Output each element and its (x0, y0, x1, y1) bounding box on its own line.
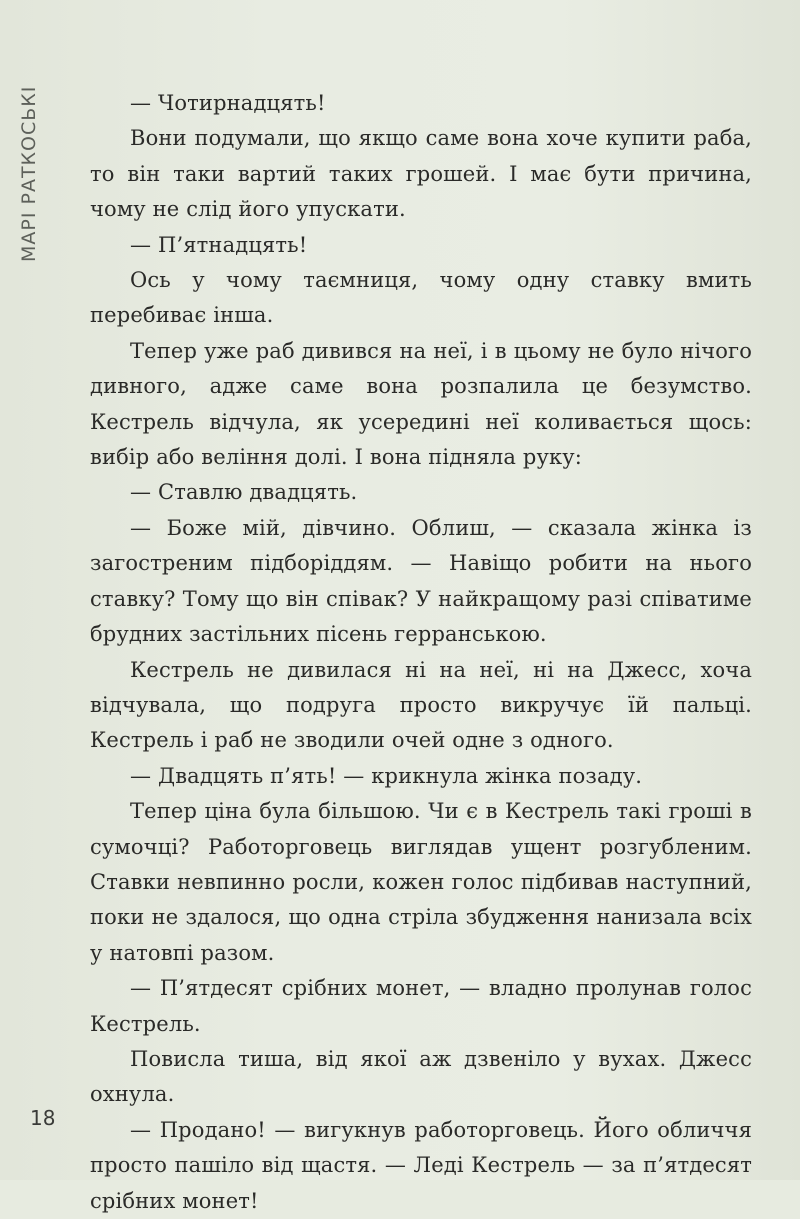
paragraph: Вони подумали, що якщо саме вона хоче купити раба, то він таки вартий таких грошей. І має бути причина, чому не слід його упускати. (90, 126, 752, 222)
paragraph: — Боже мій, дівчино. Облиш, — сказала жінка із загостреним підборіддям. — Навіщо робити на нього ставку? Тому що він співак? У найкращому разі співатиме брудних застільних пісень герранською. (90, 515, 752, 647)
paragraph: — Продано! — вигукнув работорговець. Його обличчя просто пашіло від щастя. — Леді Кестрель — за п’ятдесят срібних монет! (90, 1117, 752, 1213)
page-number: 18 (30, 1106, 56, 1130)
paragraph: Тепер уже раб дивився на неї, і в цьому не було нічого дивного, адже саме вона розпалила це безумство. Кестрель відчула, як усередині неї коливається щось: вибір або веління долі. І вона підняла руку: (90, 338, 752, 470)
paragraph: Тепер ціна була більшою. Чи є в Кестрель такі гроші в сумочці? Работорговець виглядав ущент розгубленим. Ставки невпинно росли, кожен голос підбивав наступний, поки не здалося, що одна стріла збудження нанизала всіх у натовпі разом. (90, 799, 752, 965)
running-head-author: МАРІ РАТКОСЬКІ (18, 85, 40, 262)
paragraph: — Чотирнадцять! (130, 91, 326, 115)
paragraph: — Ставлю двадцять. (130, 480, 358, 505)
paragraph: — Двадцять п’ять! — крикнула жінка позаду. (130, 763, 643, 788)
paragraph: Повисла тиша, від якої аж дзвеніло у вухах. Джесс охнула. (90, 1046, 752, 1107)
paragraph: — П’ятнадцять! (130, 232, 308, 257)
paragraph: Ось у чому таємниця, чому одну ставку вмить перебиває інша. (90, 268, 752, 328)
paragraph: Кестрель не дивилася ні на неї, ні на Джесс, хоча відчувала, що подруга просто викручує їй пальці. Кестрель і раб не зводили очей одне з одного. (90, 657, 752, 753)
body-text (90, 86, 752, 1219)
paragraph: — П’ятдесят срібних монет, — владно пролунав голос Кестрель. (90, 976, 752, 1036)
